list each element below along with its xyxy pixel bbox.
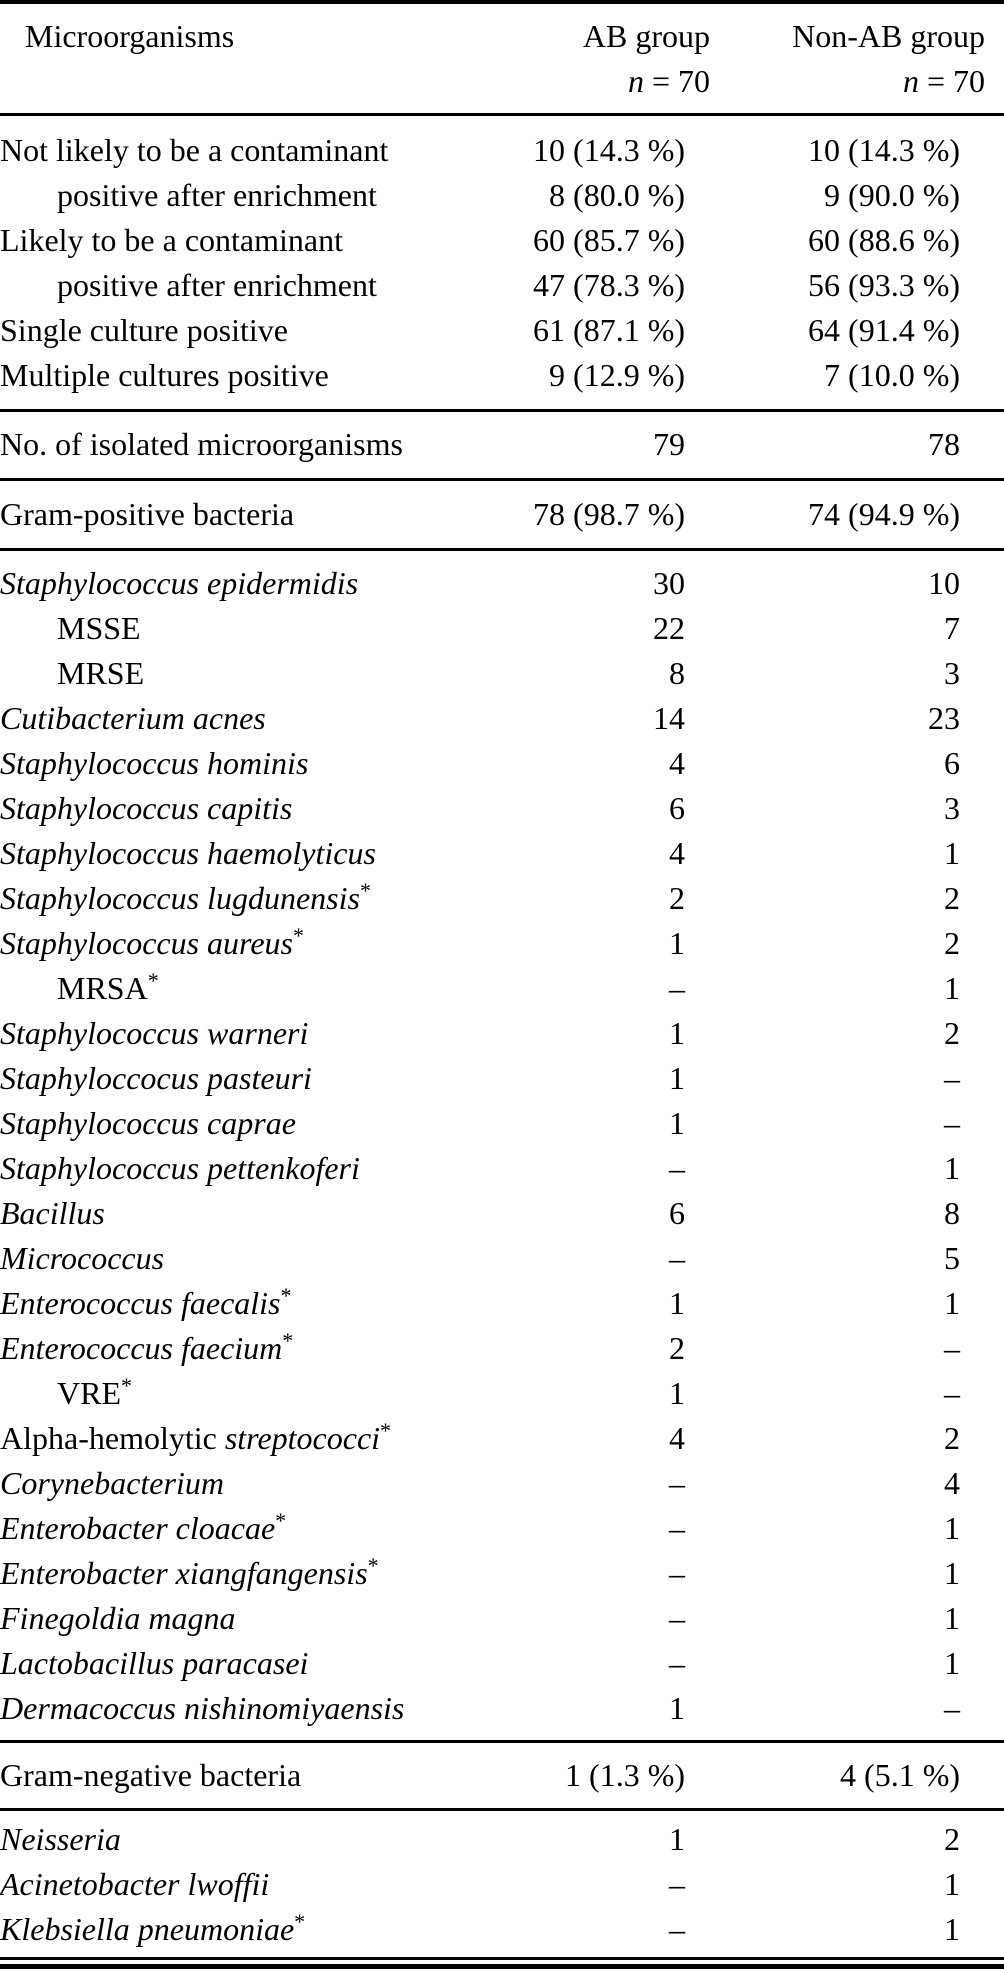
nonab-group-value: 2 [944,1015,960,1051]
nonab-group-value: 6 [944,745,960,781]
ab-group-value: 8 (80.0 %) [549,177,685,213]
nonab-group-value: 9 (90.0 %) [824,177,960,213]
microorganism-label: MRSA* [57,968,159,1006]
nonab-group-value: 10 (14.3 %) [808,132,960,168]
section-gram-positive-species [0,551,1004,1740]
table-row [0,696,1004,741]
table-body [0,116,1004,1957]
section-gram-positive-summary [0,481,1004,548]
significance-asterisk: * [282,1328,294,1353]
table-row [0,218,1004,263]
nonab-group-value: 7 [944,610,960,646]
microorganism-label: Enterococcus faecium* [0,1328,294,1366]
table-row [0,1686,1004,1731]
microorganism-label: Acinetobacter lwoffii [0,1866,270,1902]
section-gram-negative-species [0,1811,1004,1957]
microorganism-label: Staphylococcus haemolyticus [0,835,376,871]
microorganism-label: Lactobacillus paracasei [0,1645,309,1681]
nonab-group-value: 1 [944,1285,960,1321]
nonab-group-value: 4 (5.1 %) [840,1757,960,1793]
table-row [0,1146,1004,1191]
ab-group-value: 6 [669,790,685,826]
nonab-group-value: – [944,1060,960,1096]
microorganism-label: Staphylococcus pettenkoferi [0,1150,360,1186]
microorganism-label: Enterobacter cloacae* [0,1508,287,1546]
nonab-group-value: 10 [928,565,960,601]
nonab-group-value: 7 (10.0 %) [824,357,960,393]
significance-asterisk: * [280,1283,292,1308]
nonab-group-value: 64 (91.4 %) [808,312,960,348]
table-row [0,422,1004,467]
microorganism-label: Micrococcus [0,1240,165,1276]
ab-group-value: 60 (85.7 %) [533,222,685,258]
ab-group-value: 1 [669,1821,685,1857]
table-row [0,1907,1004,1952]
nonab-group-n [710,59,985,104]
table-row [0,651,1004,696]
ab-group-value: 4 [669,835,685,871]
nonab-group-value: 23 [928,700,960,736]
microorganism-label: Staphylococcus warneri [0,1015,309,1051]
table-row [0,1862,1004,1907]
significance-asterisk: * [380,1418,392,1443]
ab-group-value: 61 (87.1 %) [533,312,685,348]
nonab-group-value: 1 [944,1645,960,1681]
ab-group-value: 8 [669,655,685,691]
table-row [0,1011,1004,1056]
ab-group-value: 30 [653,565,685,601]
table-row [0,741,1004,786]
significance-asterisk: * [292,923,304,948]
table-row [0,1191,1004,1236]
nonab-group-value: 1 [944,1510,960,1546]
table-row [0,921,1004,966]
nonab-group-value: 1 [944,970,960,1006]
nonab-group-value: – [944,1690,960,1726]
nonab-group-value: – [944,1375,960,1411]
nonab-group-value: 1 [944,1150,960,1186]
table-row [0,606,1004,651]
microorganism-label: Staphylococcus epidermidis [0,565,359,601]
table-row [0,1753,1004,1798]
nonab-group-value: 60 (88.6 %) [808,222,960,258]
table-row [0,1596,1004,1641]
table-row [0,1506,1004,1551]
significance-asterisk: * [294,1909,306,1934]
ab-group-value: 2 [669,880,685,916]
microorganism-label: Staphylococcus hominis [0,745,309,781]
nonab-group-value: – [944,1105,960,1141]
ab-group-value: 1 (1.3 %) [565,1757,685,1793]
table-row [0,1236,1004,1281]
ab-group-value: 22 [653,610,685,646]
ab-group-value: 79 [653,426,685,462]
n-value: = 70 [918,63,985,99]
ab-group-value: – [669,1240,685,1276]
ab-group-value: 1 [669,1060,685,1096]
nonab-group-value: 8 [944,1195,960,1231]
nonab-group-value: 1 [944,1600,960,1636]
table-row [0,173,1004,218]
microorganism-label: Staphylococcus aureus* [0,923,304,961]
nonab-group-value: 56 (93.3 %) [808,267,960,303]
n-symbol: n [627,63,644,99]
column-header-nonab-group [710,14,985,59]
microorganism-label: Cutibacterium acnes [0,700,266,736]
table-header [0,4,1004,113]
ab-group-value: 47 (78.3 %) [533,267,685,303]
n-value: = 70 [643,63,710,99]
ab-group-value: 1 [669,1015,685,1051]
ab-group-value: – [669,1911,685,1947]
nonab-group-value: 1 [944,1555,960,1591]
microorganism-label: Klebsiella pneumoniae* [0,1909,306,1947]
ab-group-value: – [669,1555,685,1591]
column-header-microorganisms: Microorganisms [25,18,235,54]
table-row [0,1817,1004,1862]
nonab-group-value: 3 [944,655,960,691]
nonab-group-value: 1 [944,835,960,871]
ab-group-value: 6 [669,1195,685,1231]
table-row [0,1056,1004,1101]
nonab-group-value: 2 [944,925,960,961]
nonab-group-value: 2 [944,880,960,916]
table-bottom-thin-rule [0,1957,1004,1960]
header-spacer [25,59,540,104]
microorganism-label: Staphylococcus capitis [0,790,293,826]
ab-group-value: 78 (98.7 %) [533,496,685,532]
microorganism-label: MSSE [57,610,141,646]
ab-group-value: – [669,1600,685,1636]
microorganism-label: Enterococcus faecalis* [0,1283,292,1321]
table-bottom-thick-rule [0,1964,1004,1969]
microorganism-label: Neisseria [0,1821,121,1857]
n-symbol: n [902,63,919,99]
ab-group-value: 1 [669,1285,685,1321]
table-row [0,1281,1004,1326]
ab-group-value: 1 [669,925,685,961]
nonab-group-value: 2 [944,1821,960,1857]
significance-asterisk: * [275,1508,287,1533]
significance-asterisk: * [121,1373,132,1398]
table-row [0,561,1004,606]
ab-group-value: 4 [669,745,685,781]
microorganism-label: positive after enrichment [57,177,377,213]
section-culture-results [0,116,1004,409]
table-row [0,308,1004,353]
ab-group-n [540,59,710,104]
section-gram-negative-summary [0,1743,1004,1808]
nonab-group-value: 74 (94.9 %) [808,496,960,532]
significance-asterisk: * [367,1553,379,1578]
column-header-ab-group [540,14,710,59]
table-row [0,1101,1004,1146]
table-row [0,1416,1004,1461]
ab-group-value: – [669,1150,685,1186]
table-row [0,492,1004,537]
microorganism-label: Staphylococcus caprae [0,1105,296,1141]
table-row [0,831,1004,876]
microorganism-label: Corynebacterium [0,1465,224,1501]
nonab-group-value: 78 [928,426,960,462]
table-row [0,263,1004,308]
microorganism-label: VRE* [57,1373,132,1411]
nonab-group-value: 2 [944,1420,960,1456]
table-row [0,1326,1004,1371]
microorganism-label: No. of isolated microorganisms [0,426,403,462]
ab-group-value: 9 (12.9 %) [549,357,685,393]
ab-group-value: – [669,1510,685,1546]
microorganism-label: Multiple cultures positive [0,357,329,393]
table-row [0,1461,1004,1506]
significance-asterisk: * [147,968,159,993]
microorganism-label: Staphyloccocus pasteuri [0,1060,312,1096]
microorganism-label: Enterobacter xiangfangensis* [0,1553,379,1591]
microorganism-label: Not likely to be a contaminant [0,132,389,168]
table-row [0,1371,1004,1416]
microorganism-label: Finegoldia magna [0,1600,236,1636]
nonab-group-value: 4 [944,1465,960,1501]
ab-group-value: – [669,1465,685,1501]
table-row [0,128,1004,173]
microorganism-label: Likely to be a contaminant [0,222,343,258]
table-row [0,1641,1004,1686]
ab-group-value: – [669,970,685,1006]
significance-asterisk: * [359,878,371,903]
ab-group-value: – [669,1645,685,1681]
nonab-group-value: 5 [944,1240,960,1276]
microorganism-label: Bacillus [0,1195,105,1231]
ab-group-value: 1 [669,1690,685,1726]
microorganism-label: positive after enrichment [57,267,377,303]
table-row [0,353,1004,398]
ab-group-label: AB group [582,18,710,54]
ab-group-value: 10 (14.3 %) [533,132,685,168]
ab-group-value: 4 [669,1420,685,1456]
ab-group-value: – [669,1866,685,1902]
ab-group-value: 1 [669,1105,685,1141]
microorganism-label: Single culture positive [0,312,288,348]
nonab-group-value: 1 [944,1866,960,1902]
ab-group-value: 14 [653,700,685,736]
nonab-group-value: – [944,1330,960,1366]
microorganism-label: Alpha-hemolytic streptococci* [0,1418,392,1456]
table-row [0,966,1004,1011]
table-row [0,786,1004,831]
microorganism-label: Gram-negative bacteria [0,1757,302,1793]
microorganism-label: Gram-positive bacteria [0,496,295,532]
nonab-group-value: 3 [944,790,960,826]
section-isolated-total [0,412,1004,478]
microorganism-label: MRSE [57,655,145,691]
nonab-group-value: 1 [944,1911,960,1947]
table-row [0,1551,1004,1596]
microorganism-label: Staphylococcus lugdunensis* [0,878,371,916]
ab-group-value: 1 [669,1375,685,1411]
ab-group-value: 2 [669,1330,685,1366]
table-row [0,876,1004,921]
nonab-group-label: Non-AB group [792,18,985,54]
microorganism-label: Dermacoccus nishinomiyaensis [0,1690,405,1726]
